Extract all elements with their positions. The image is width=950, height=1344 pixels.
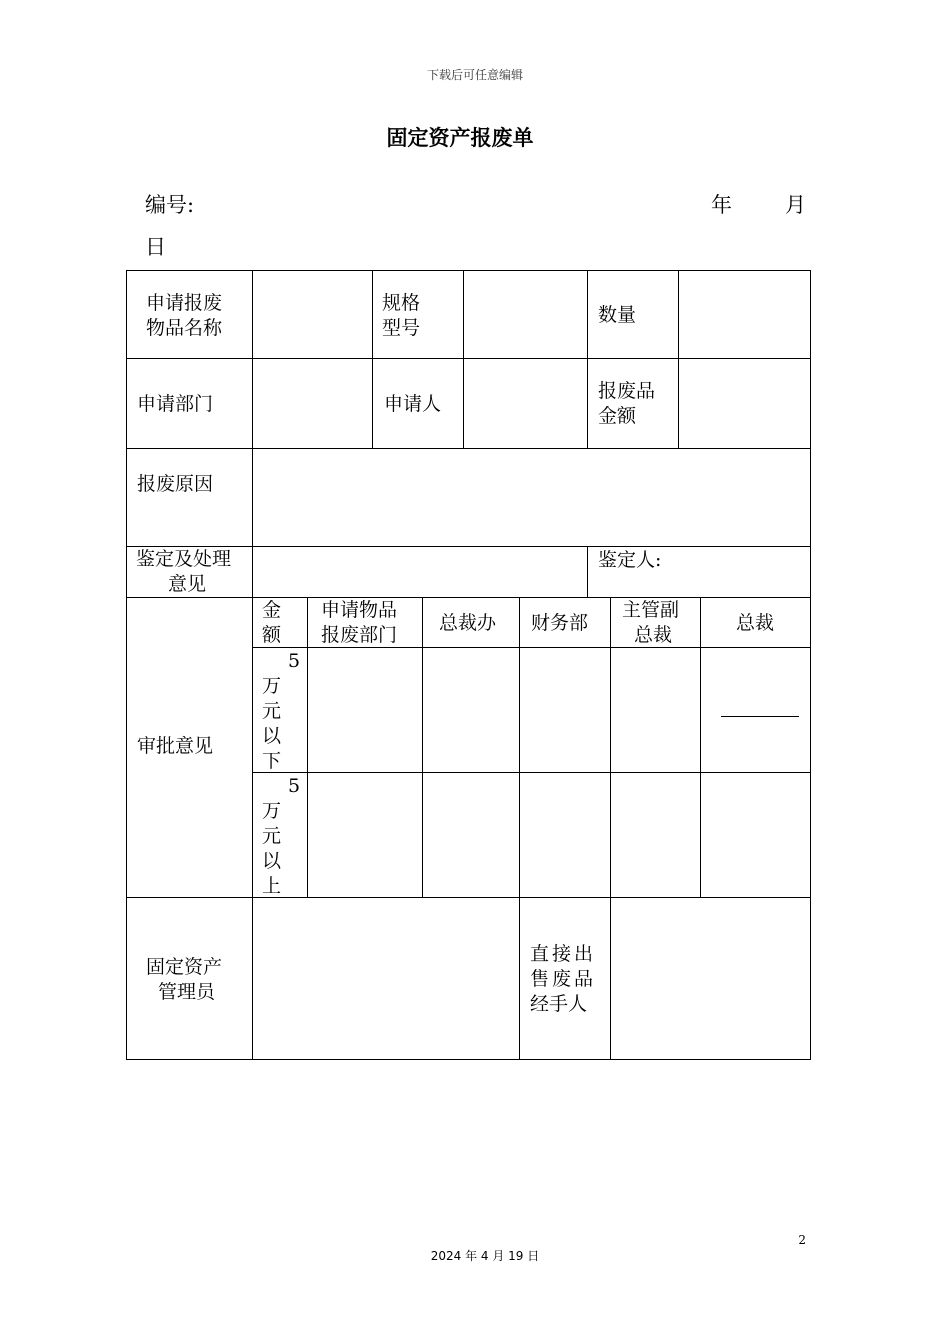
col-dept-label-1: 申请物品 <box>321 599 398 621</box>
number-label: 编号: <box>145 193 195 217</box>
year-label: 年 <box>711 193 732 217</box>
below-dept-cell[interactable] <box>307 647 423 773</box>
spec-value-cell[interactable] <box>463 270 588 359</box>
below-char-5: 下 <box>262 750 282 772</box>
col-amount-label-2: 额 <box>262 624 282 646</box>
col-vp-label-1: 主管副 <box>622 599 680 621</box>
col-office-label: 总裁办 <box>439 612 497 634</box>
below-vp-cell[interactable] <box>610 647 701 773</box>
month-label: 月 <box>785 193 806 217</box>
item-name-label-1: 申请报废 <box>146 292 223 314</box>
admin-label-1: 固定资产 <box>146 956 223 978</box>
above-char-1: 5 <box>288 775 301 797</box>
below-finance-cell[interactable] <box>519 647 611 773</box>
above-char-5: 上 <box>262 875 282 897</box>
opinion-value-cell[interactable] <box>252 546 588 598</box>
page-number: 2 <box>798 1233 806 1247</box>
applicant-value-cell[interactable] <box>463 358 588 449</box>
above-finance-cell[interactable] <box>519 772 611 898</box>
above-char-3: 元 <box>262 825 282 847</box>
spec-label-2: 型号 <box>382 317 421 339</box>
below-char-1: 5 <box>288 650 301 672</box>
reason-label-cell <box>126 448 253 547</box>
amount-label-2: 金额 <box>598 405 637 427</box>
seller-value-cell[interactable] <box>610 897 811 1060</box>
admin-value-cell[interactable] <box>252 897 520 1060</box>
col-ceo-label: 总裁 <box>736 612 775 634</box>
seller-label-2: 售废品 <box>530 968 597 990</box>
below-ceo-cell <box>700 647 811 773</box>
col-finance-label: 财务部 <box>531 612 589 634</box>
above-ceo-cell[interactable] <box>700 772 811 898</box>
qty-label: 数量 <box>598 304 637 326</box>
opinion-label-1: 鉴定及处理 <box>136 548 232 570</box>
amount-value-cell[interactable] <box>678 358 811 449</box>
item-name-label-2: 物品名称 <box>146 317 223 339</box>
above-dept-cell[interactable] <box>307 772 423 898</box>
day-label: 日 <box>145 235 166 259</box>
header-note: 下载后可任意编辑 <box>426 68 523 82</box>
seller-label-1: 直接出 <box>530 943 597 965</box>
above-char-4: 以 <box>262 850 282 872</box>
footer-date: 2024 年 4 月 19 日 <box>430 1249 540 1263</box>
page-title: 固定资产报废单 <box>386 126 534 150</box>
applicant-label: 申请人 <box>384 393 442 415</box>
col-dept-label-2: 报废部门 <box>321 624 398 646</box>
dept-value-cell[interactable] <box>252 358 373 449</box>
spec-label-1: 规格 <box>382 292 421 314</box>
approval-label: 审批意见 <box>137 735 214 757</box>
below-office-cell[interactable] <box>422 647 520 773</box>
amount-label-1: 报废品 <box>598 380 656 402</box>
col-vp-label-2: 总裁 <box>634 624 673 646</box>
item-name-value-cell[interactable] <box>252 270 373 359</box>
qty-value-cell[interactable] <box>678 270 811 359</box>
below-char-3: 元 <box>262 700 282 722</box>
reason-label: 报废原因 <box>137 473 214 495</box>
reason-value-cell[interactable] <box>252 448 811 547</box>
below-char-4: 以 <box>262 725 282 747</box>
above-office-cell[interactable] <box>422 772 520 898</box>
above-char-2: 万 <box>262 800 282 822</box>
seller-label-3: 经手人 <box>530 993 588 1015</box>
admin-label-2: 管理员 <box>158 981 216 1003</box>
above-vp-cell[interactable] <box>610 772 701 898</box>
col-amount-label-1: 金 <box>262 599 282 621</box>
dept-label: 申请部门 <box>137 393 214 415</box>
below-char-2: 万 <box>262 675 282 697</box>
opinion-label-2: 意见 <box>168 573 207 595</box>
ceo-not-required-line <box>721 716 799 717</box>
appraiser-label: 鉴定人: <box>598 549 662 571</box>
